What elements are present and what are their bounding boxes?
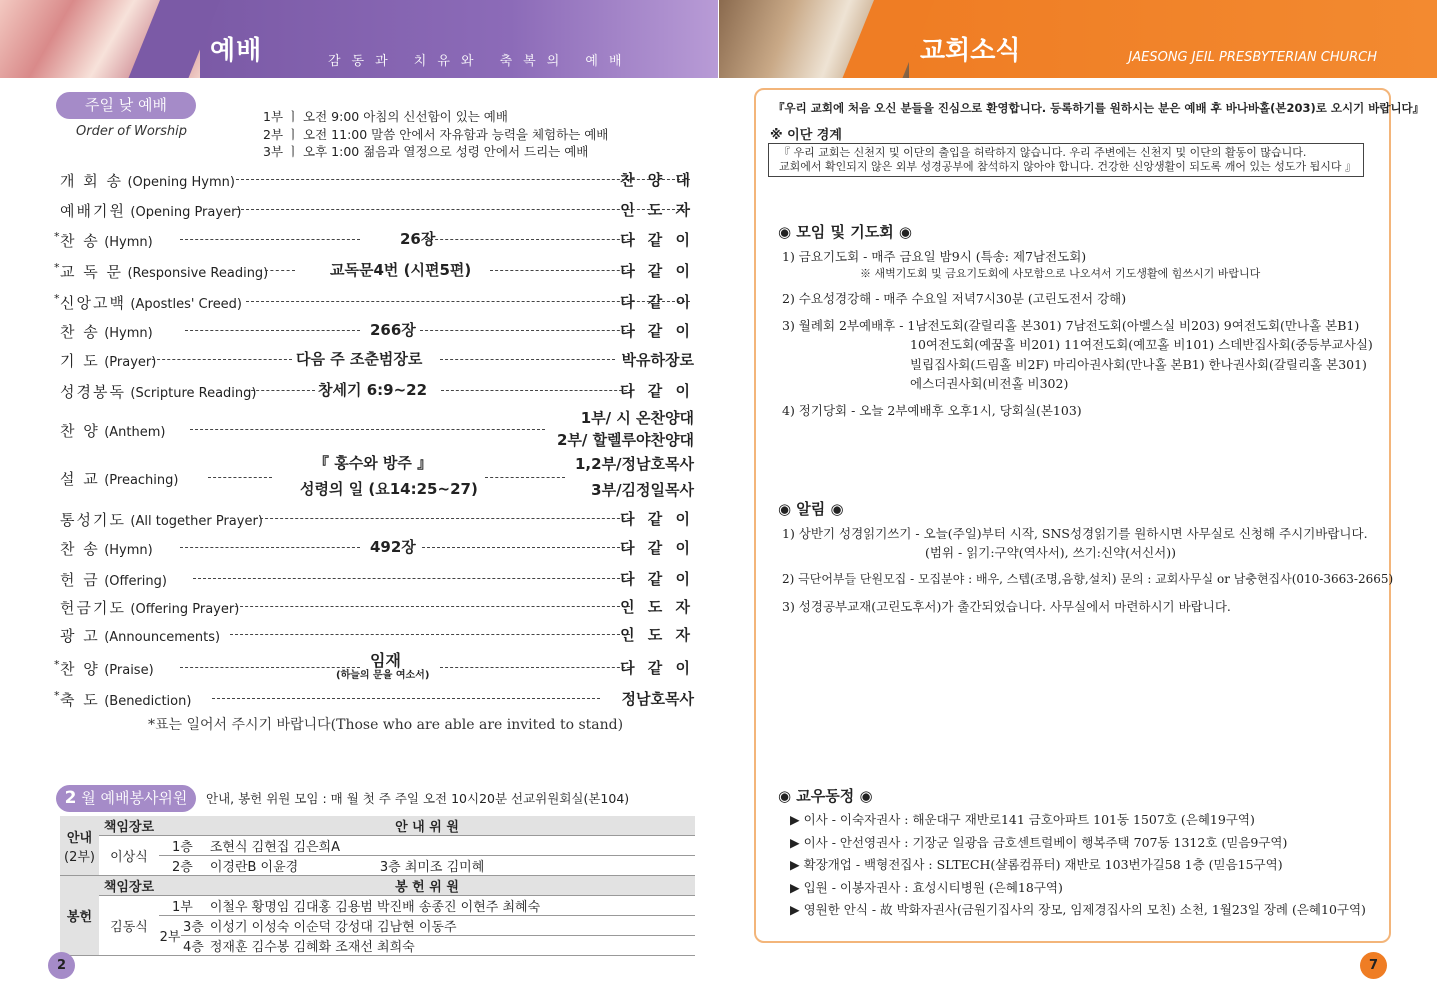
service-meeting-note: 안내, 봉헌 위원 모임 : 매 월 첫 주 주일 오전 10시20분 선교위원회실(본104) xyxy=(206,791,630,806)
worship-item-label xyxy=(60,350,156,371)
worship-item-leader: 정남호목사 xyxy=(621,690,694,708)
members-news-heading: ◉ 교우동정 ◉ xyxy=(778,787,873,805)
worship-subtitle: 감동과 치유와 축복의 예배 xyxy=(328,54,633,69)
worship-item-korean: 교 독 문 xyxy=(60,263,124,281)
worship-item-detail: 492장 xyxy=(370,538,416,556)
worship-item-korean: 찬 송 xyxy=(60,540,100,558)
floor-3-names: 최미조 김미혜 xyxy=(404,860,485,875)
worship-item-leader: 박유하장로 xyxy=(621,351,694,369)
worship-item-leader: 다 같 이 xyxy=(620,539,694,557)
worship-item-label xyxy=(60,261,268,282)
member-news-3: ▶ 확장개업 - 백형전집사 : SLTECH(샬롬컴퓨터) 재반로 103번가길58 1층 (믿음15구역) xyxy=(790,857,1283,872)
leader-dots xyxy=(190,429,545,430)
worship-item-detail: 『 홍수와 방주 』 xyxy=(314,454,433,472)
time-1: 1부 ㅣ 오전 9:00 아침의 신선함이 있는 예배 xyxy=(263,109,508,124)
meeting-1: 1) 금요기도회 - 매주 금요일 밤9시 (특송: 제7남전도회) xyxy=(782,249,1087,264)
worship-item-label xyxy=(60,381,256,402)
worship-item-leader: 다 같 이 xyxy=(620,293,694,311)
leader-dots xyxy=(180,547,360,548)
member-news-1: ▶ 이사 - 이숙자권사 : 해운대구 재반로141 금호아파트 101동 1507호 (은혜19구역) xyxy=(790,812,1255,827)
worship-item-english: (Offering) xyxy=(104,574,167,589)
worship-item-detail: 다음 주 조춘범장로 xyxy=(296,350,423,368)
head-leader-2: 책임장로 xyxy=(99,876,159,896)
leader-dots xyxy=(152,359,292,360)
worship-item-korean: 신앙고백 xyxy=(60,294,126,312)
worship-item-label xyxy=(60,569,167,590)
heresy-warning-title: ※ 이단 경계 xyxy=(770,128,842,143)
part-2-floor-3-names: 이성기 이성숙 이순덕 강성대 김남현 이동주 xyxy=(206,916,695,936)
worship-item-english: (Hymn) xyxy=(104,326,153,341)
worship-item-korean: 찬 송 xyxy=(60,232,100,250)
worship-item-leader: 다 같 이 xyxy=(620,570,694,588)
standing-mark: * xyxy=(54,292,60,305)
worship-item-detail: 26장 xyxy=(400,230,436,248)
notice-3: 3) 성경공부교재(고린도후서)가 출간되었습니다. 사무실에서 마련하시기 바랍니다. xyxy=(782,599,1231,614)
meeting-3-line-2: 10여전도회(예꿈홀 비201) 11여전도회(예꼬홀 비101) 스데반집사회(중등부교사실) xyxy=(910,337,1373,352)
worship-item-leader: 다 같 이 xyxy=(620,262,694,280)
worship-item-english: (Prayer) xyxy=(104,355,157,370)
worship-item-korean: 개 회 송 xyxy=(60,172,124,190)
part-2-floor-4-names: 정재훈 김수봉 김혜화 조재선 최희숙 xyxy=(206,936,695,956)
leader-dots xyxy=(185,330,360,331)
order-of-worship: Order of Worship xyxy=(76,124,187,139)
part-2-floor-3: 3층 xyxy=(181,916,206,936)
worship-item-label xyxy=(60,420,165,441)
worship-item-leader: 다 같 이 xyxy=(620,322,694,340)
worship-item-leader: 인 도 자 xyxy=(620,201,694,219)
meeting-3-line-4: 에스더권사회(비전홀 비302) xyxy=(910,376,1069,391)
page-number-left: 2 xyxy=(48,952,75,979)
service-pill-label: 월 예배봉사위원 xyxy=(81,789,188,807)
worship-item-label xyxy=(60,509,263,530)
worship-item-english: (Opening Hymn) xyxy=(127,175,235,190)
worship-item-label xyxy=(60,292,242,313)
worship-item-label xyxy=(60,230,153,251)
standing-mark: * xyxy=(54,261,60,274)
worship-title: 예배 xyxy=(210,36,263,66)
leader-dots xyxy=(441,390,632,391)
leader-dots xyxy=(255,518,630,519)
heresy-line-1: 『 우리 교회는 신천지 및 이단의 출입을 허락하지 않습니다. 우리 주변에는 신천지 및 이단의 활동이 많습니다. xyxy=(779,146,1307,159)
leader-dots xyxy=(420,330,635,331)
meetings-heading: ◉ 모임 및 기도회 ◉ xyxy=(778,223,913,241)
floor-1-names: 조현식 김현집 김은희A xyxy=(206,836,695,856)
worship-item-english: (Apostles' Creed) xyxy=(130,297,243,312)
notices-heading: ◉ 알림 ◉ xyxy=(778,500,844,518)
notice-2: 2) 극단어부들 단원모집 - 모집분야 : 배우, 스텝(조명,음향,설치) 문의 : 교회사무실 or 남충현집사(010-3663-2665) xyxy=(782,572,1394,586)
right-header-banner xyxy=(719,0,1437,78)
heresy-warning-box xyxy=(768,143,1364,177)
leader-dots xyxy=(246,390,315,391)
member-news-4: ▶ 입원 - 이봉자권사 : 효성시티병원 (은혜18구역) xyxy=(790,880,1063,895)
worship-item-english: (Scripture Reading) xyxy=(130,386,257,401)
worship-item-english: (All together Prayer) xyxy=(130,514,263,529)
news-title: 교회소식 xyxy=(920,36,1021,66)
member-news-5: ▶ 영원한 안식 - 故 박화자권사(금원기집사의 장모, 임제경집사의 모친) 소천, 1월23일 장례 (은혜10구역) xyxy=(790,902,1366,917)
heresy-line-2: 교회에서 확인되지 않은 외부 성경공부에 참석하지 않아야 합니다. 건강한 신앙생활이 되도록 깨어 있는 성도가 됩시다 』 xyxy=(779,160,1356,173)
leader-dots xyxy=(225,606,630,607)
worship-item-english: (Opening Prayer) xyxy=(130,205,242,220)
leader-dots xyxy=(490,270,635,271)
worship-item-leader: 1부/ 시 온찬양대 xyxy=(580,409,694,427)
leader-dots xyxy=(230,634,630,635)
worship-item-label xyxy=(60,468,178,489)
worship-item-leader: 1,2부/정남호목사 xyxy=(575,455,694,473)
worship-item-korean: 찬 송 xyxy=(60,323,100,341)
worship-item-leader-2: 2부/ 할렐루야찬양대 xyxy=(556,431,694,449)
worship-item-english: (Praise) xyxy=(104,663,154,678)
service-committee-pill xyxy=(56,785,196,812)
worship-item-detail: 교독문4번 (시편5편) xyxy=(330,261,472,279)
worship-item-korean: 기 도 xyxy=(60,352,100,370)
worship-item-leader: 다 같 이 xyxy=(620,382,694,400)
worship-item-english: (Announcements) xyxy=(104,630,221,645)
head-leader: 책임장로 xyxy=(99,816,159,836)
offering-leader: 김동식 xyxy=(99,896,159,956)
worship-item-english: (Benediction) xyxy=(104,694,192,709)
worship-item-english: (Responsive Reading) xyxy=(127,266,269,281)
month-number: 2 xyxy=(64,788,77,808)
floor-1: 1층 xyxy=(159,836,206,856)
member-news-2: ▶ 이사 - 안선영권사 : 기장군 일광읍 금호센트럴베이 행복주택 707동 1312호 (믿음9구역) xyxy=(790,835,1288,850)
worship-item-label xyxy=(60,200,241,221)
meeting-3: 3) 월례회 2부예배후 - 1남전도회(갈릴리홀 본301) 7남전도회(아벨스실 비203) 9여전도회(만나홀 본B1) xyxy=(782,318,1360,333)
worship-item-leader: 다 같 이 xyxy=(620,510,694,528)
leader-dots xyxy=(212,698,600,699)
worship-item-korean: 성경봉독 xyxy=(60,383,126,401)
worship-item-korean: 찬 양 xyxy=(60,660,100,678)
notice-1: 1) 상반기 성경읽기쓰기 - 오늘(주일)부터 시작, SNS성경읽기를 원하시면 사무실로 신청해 주시기바랍니다. xyxy=(782,526,1368,541)
time-3: 3부 ㅣ 오후 1:00 젊음과 열정으로 성령 안에서 드리는 예배 xyxy=(263,144,589,159)
worship-item-korean: 예배기원 xyxy=(60,202,126,220)
worship-item-label xyxy=(60,170,235,191)
worship-item-english: (Hymn) xyxy=(104,543,153,558)
guide-leader: 이상식 xyxy=(99,836,159,876)
worship-item-korean: 찬 양 xyxy=(60,422,100,440)
worship-item-leader: 다 같 이 xyxy=(620,659,694,677)
worship-item-korean: 설 교 xyxy=(60,470,100,488)
worship-item-leader: 찬 양 대 xyxy=(620,171,694,189)
worship-item-detail: 창세기 6:9~22 xyxy=(318,381,428,399)
leader-dots xyxy=(180,239,360,240)
worship-item-korean: 통성기도 xyxy=(60,511,126,529)
leader-dots xyxy=(485,477,565,478)
part-1-names: 이철우 황명임 김대홍 김용범 박진배 송종진 이현주 최혜숙 xyxy=(206,896,695,916)
worship-item-korean: 헌 금 xyxy=(60,571,100,589)
guide-label-cell: 안내 (2부) xyxy=(60,816,99,876)
meeting-4: 4) 정기당회 - 오늘 2부예배후 오후1시, 당회실(본103) xyxy=(782,403,1082,418)
leader-dots xyxy=(180,667,360,668)
worship-item-leader: 인 도 자 xyxy=(620,598,694,616)
worship-item-detail-2: (하늘의 문을 여소서) xyxy=(336,670,430,681)
worship-item-leader: 다 같 이 xyxy=(620,231,694,249)
leader-dots xyxy=(193,578,630,579)
meeting-1-note: ※ 새벽기도회 및 금요기도회에 사모함으로 나오셔서 기도생활에 힘쓰시기 바랍니다 xyxy=(860,267,1261,280)
welcome-message: 『우리 교회에 처음 오신 분들을 진심으로 환영합니다. 등록하기를 원하시는 분은 예배 후 바나바홀(본203)로 오시기 바랍니다』 xyxy=(773,101,1425,115)
worship-item-detail: 임재 xyxy=(370,651,401,670)
standing-mark: * xyxy=(54,230,60,243)
part-2: 2부 xyxy=(159,916,181,956)
leader-dots xyxy=(440,359,615,360)
worship-item-korean: 광 고 xyxy=(60,627,100,645)
worship-item-english: (Offering Prayer) xyxy=(130,602,240,617)
leader-dots xyxy=(422,547,630,548)
worship-item-label xyxy=(60,538,153,559)
church-name: JAESONG JEIL PRESBYTERIAN CHURCH xyxy=(1128,50,1377,65)
floor-3: 3층 xyxy=(379,860,401,875)
worship-item-english: (Anthem) xyxy=(104,425,166,440)
standing-mark: * xyxy=(54,658,60,671)
worship-item-korean: 축 도 xyxy=(60,691,100,709)
worship-item-leader-2: 3부/김정일목사 xyxy=(591,481,694,499)
worship-pill: 주일 낮 예배 xyxy=(56,92,196,119)
meeting-2: 2) 수요성경강해 - 매주 수요일 저녁7시30분 (고린도전서 강해) xyxy=(782,291,1127,306)
worship-item-label xyxy=(60,658,154,679)
service-times xyxy=(263,108,608,161)
standing-note: *표는 일어서 주시기 바랍니다(Those who are able are invited to stand) xyxy=(148,717,624,733)
worship-item-label xyxy=(60,597,239,618)
page-number-right: 7 xyxy=(1360,952,1387,979)
head-offering: 봉 헌 위 원 xyxy=(159,876,695,896)
offering-label-cell: 봉헌 xyxy=(60,876,99,956)
leader-dots xyxy=(425,239,635,240)
worship-item-leader: 인 도 자 xyxy=(620,626,694,644)
worship-item-english: (Preaching) xyxy=(104,473,179,488)
time-2: 2부 ㅣ 오전 11:00 말씀 안에서 자유함과 능력을 체험하는 예배 xyxy=(263,126,609,142)
worship-item-label xyxy=(60,625,220,646)
floor-2: 2층 xyxy=(159,856,206,876)
leader-dots xyxy=(265,270,295,271)
part-1: 1부 xyxy=(159,896,206,916)
standing-mark: * xyxy=(54,689,60,702)
floor-2-names: 이경란B 이윤경 xyxy=(206,856,376,876)
notice-1-range: (범위 - 읽기:구약(역사서), 쓰기:신약(서신서)) xyxy=(925,545,1177,560)
leader-dots xyxy=(208,477,272,478)
worship-item-label xyxy=(60,321,153,342)
meeting-3-line-3: 빌립집사회(드림홀 비2F) 마리아권사회(만나홀 본B1) 한나권사회(갈릴리홀 본301) xyxy=(910,357,1367,372)
head-guide: 안 내 위 원 xyxy=(159,816,695,836)
worship-item-detail: 266장 xyxy=(370,321,416,339)
worship-item-korean: 헌금기도 xyxy=(60,599,126,617)
service-committee-table xyxy=(60,816,695,956)
worship-item-label xyxy=(60,689,191,710)
part-2-floor-4: 4층 xyxy=(181,936,206,956)
worship-item-detail-2: 성령의 일 (요14:25~27) xyxy=(300,480,478,498)
worship-item-english: (Hymn) xyxy=(104,235,153,250)
leader-dots xyxy=(440,667,630,668)
